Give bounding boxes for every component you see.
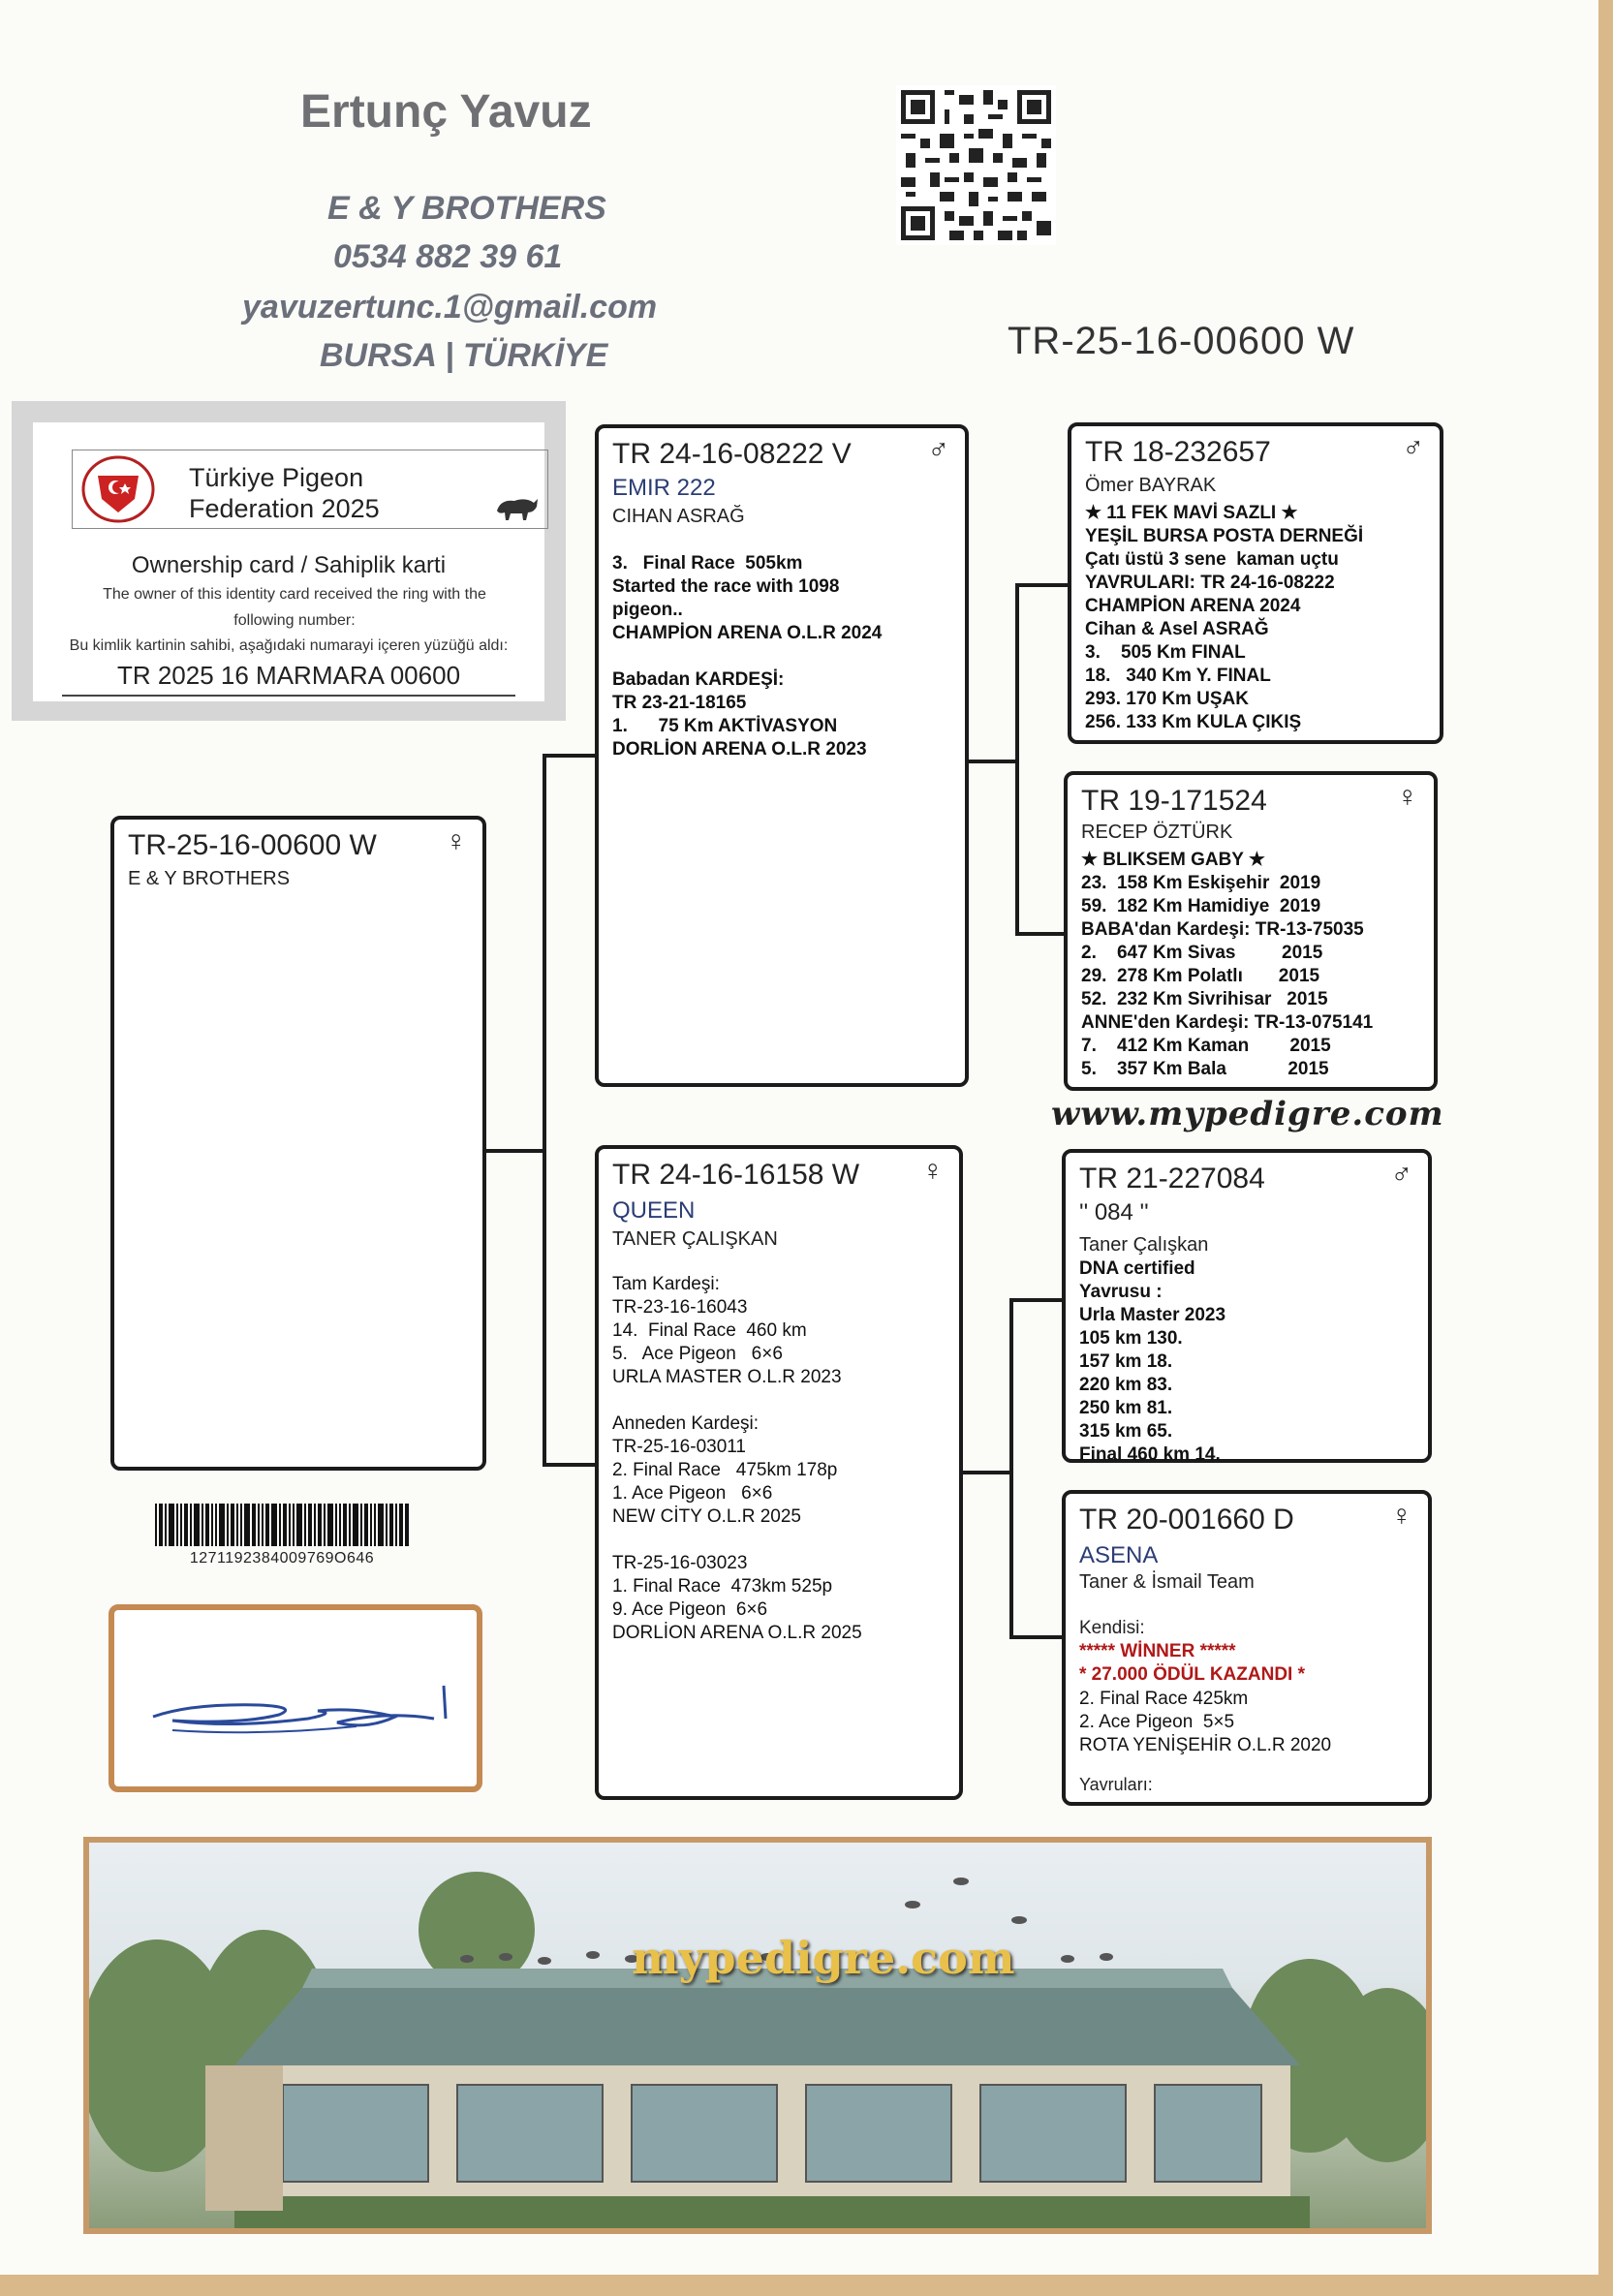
male-icon: ♂ (1402, 432, 1424, 464)
sire-sire-ring: TR 18-232657 (1085, 436, 1271, 468)
connector-line (486, 1149, 546, 1153)
dam-notes: Tam Kardeşi: TR-23-16-16043 14. Final Race 460 km 5. Ace Pigeon 6×6 URLA MASTER O.L.R 2023 Anneden Kardeşi: TR-25-16-03011 2. Final Race 475km 178p 1. Ace Pigeon 6×6 NEW CİTY O.L.R 2025 TR-25-16-03023 1. Final Race 473km 525p 9. Ace Pigeon 6×6 DORLİON ARENA O.L.R 2025 (612, 1274, 862, 1643)
female-icon: ♀ (445, 825, 467, 857)
sire-breeder: CIHAN ASRAĞ (612, 506, 745, 527)
signature-box (109, 1604, 482, 1792)
dam-sire-box[interactable] (1062, 1149, 1432, 1463)
owner-email: yavuzertunc.1@gmail.com (242, 289, 658, 326)
sire-dam-breeder: RECEP ÖZTÜRK (1081, 822, 1233, 843)
dam-sire-breeder: Taner Çalışkan (1079, 1234, 1209, 1256)
federation-name-line1: Türkiye Pigeon (189, 463, 364, 492)
connector-line (1009, 1298, 1013, 1639)
sire-dam-ring: TR 19-171524 (1081, 785, 1267, 817)
card-title: Ownership card / Sahiplik karti (131, 552, 447, 578)
dam-dam-winner: ***** WİNNER ***** (1079, 1641, 1236, 1661)
federation-header (72, 450, 548, 529)
subject-box[interactable] (110, 816, 486, 1471)
dam-ring: TR 24-16-16158 W (612, 1159, 860, 1191)
dam-sire-ring: TR 21-227084 (1079, 1163, 1265, 1195)
connector-line (1009, 1298, 1068, 1302)
connector-line (543, 754, 546, 1467)
male-icon: ♂ (927, 434, 949, 466)
dam-dam-ring: TR 20-001660 D (1079, 1504, 1294, 1536)
subject-ring: TR-25-16-00600 W (128, 829, 377, 861)
barcode-icon (155, 1504, 409, 1546)
federation-name-line2: Federation 2025 (189, 494, 380, 523)
dam-sire-notes: DNA certified Yavrusu : Urla Master 2023 105 km 130. 157 km 18. 220 km 83. 250 km 81. 315 km 65. Final 460 km 14. (1079, 1258, 1226, 1465)
owner-location: BURSA | TÜRKİYE (320, 337, 608, 374)
federation-logo-icon (80, 454, 156, 524)
connector-line (1015, 583, 1019, 936)
card-text-en: The owner of this identity card received the ring with the following number: (103, 586, 486, 629)
owner-phone: 0534 882 39 61 (333, 238, 563, 275)
owner-team: E & Y BROTHERS (327, 190, 606, 227)
female-icon: ♀ (921, 1155, 944, 1187)
dam-breeder: TANER ÇALIŞKAN (612, 1228, 778, 1250)
card-text-tr: Bu kimlik kartinin sahibi, aşağıdaki numarayi içeren yüzüğü aldı: (69, 637, 509, 654)
dam-dam-yavrulari-label: Yavruları: (1079, 1775, 1153, 1794)
female-icon: ♀ (1396, 781, 1418, 813)
ring-header: TR-25-16-00600 W (1008, 320, 1355, 362)
dam-dam-breeder: Taner & İsmail Team (1079, 1571, 1255, 1593)
connector-line (963, 1471, 1011, 1474)
sire-sire-breeder: Ömer BAYRAK (1085, 475, 1217, 496)
dam-name: QUEEN (612, 1197, 696, 1224)
dam-dam-notes: 2. Final Race 425km 2. Ace Pigeon 5×5 ROTA YENİŞEHİR O.L.R 2020 (1079, 1689, 1332, 1755)
banner-title: mypedigre.com (632, 1932, 1015, 1984)
pigeon-loft-image (89, 1843, 1426, 2228)
subject-breeder: E & Y BROTHERS (128, 868, 291, 889)
sire-dam-notes: ★ BLIKSEM GABY ★ 23. 158 Km Eskişehir 2019 59. 182 Km Hamidiye 2019 BABA'dan Kardeşi: TR-13-75035 2. 647 Km Sivas 2015 29. 278 Km Polatlı 2015 52. 232 Km Sivrihisar 2015 ANNE'den Kardeşi: TR-13-075141 7. 412 Km Kaman 2015 5. 357 Km Bala 2015 (1081, 850, 1374, 1079)
dam-box[interactable] (595, 1145, 963, 1800)
card-ring-number: TR 2025 16 MARMARA 00600 (62, 661, 515, 697)
loft-banner (83, 1837, 1432, 2234)
dam-dam-kendisi-label: Kendisi: (1079, 1618, 1145, 1638)
connector-line (543, 754, 599, 758)
connector-line (1009, 1635, 1064, 1639)
female-icon: ♀ (1390, 1500, 1412, 1532)
dam-dam-box[interactable] (1062, 1490, 1432, 1806)
sire-ring: TR 24-16-08222 V (612, 438, 852, 470)
connector-line (1015, 583, 1071, 587)
connector-line (543, 1463, 599, 1467)
male-icon: ♂ (1390, 1159, 1412, 1191)
animal-emblem-icon (491, 489, 542, 524)
website-url[interactable]: www.mypedigre.com (1051, 1095, 1444, 1133)
qr-code-icon[interactable] (896, 85, 1056, 245)
owner-name: Ertunç Yavuz (300, 86, 592, 138)
sire-sire-notes: ★ 11 FEK MAVİ SAZLI ★ YEŞİL BURSA POSTA DERNEĞİ Çatı üstü 3 sene kaman uçtu YAVRULARI: TR 24-16-08222 CHAMPİON ARENA 2024 Cihan & Asel ASRAĞ 3. 505 Km FINAL 18. 340 Km Y. FINAL 293. 170 Km UŞAK 256. 133 Km KULA ÇIKIŞ (1085, 503, 1364, 732)
sire-dam-box[interactable] (1064, 771, 1438, 1091)
sire-name: EMIR 222 (612, 475, 716, 501)
sire-box[interactable] (595, 424, 969, 1087)
signature-icon (114, 1610, 477, 1786)
sire-notes: 3. Final Race 505km Started the race with 1098 pigeon.. CHAMPİON ARENA O.L.R 2024 Babadan KARDEŞİ: TR 23-21-18165 1. 75 Km AKTİVASYON DORLİON ARENA O.L.R 2023 (612, 553, 883, 760)
connector-line (965, 760, 1017, 763)
dam-dam-prize: * 27.000 ÖDÜL KAZANDI * (1079, 1664, 1305, 1685)
connector-line (1015, 932, 1066, 936)
sire-sire-box[interactable] (1068, 422, 1443, 744)
dam-sire-name: '' 084 '' (1079, 1199, 1149, 1226)
ownership-card (12, 401, 566, 721)
barcode-number: 1271192384009769O646 (189, 1550, 375, 1567)
dam-dam-name: ASENA (1079, 1542, 1159, 1568)
